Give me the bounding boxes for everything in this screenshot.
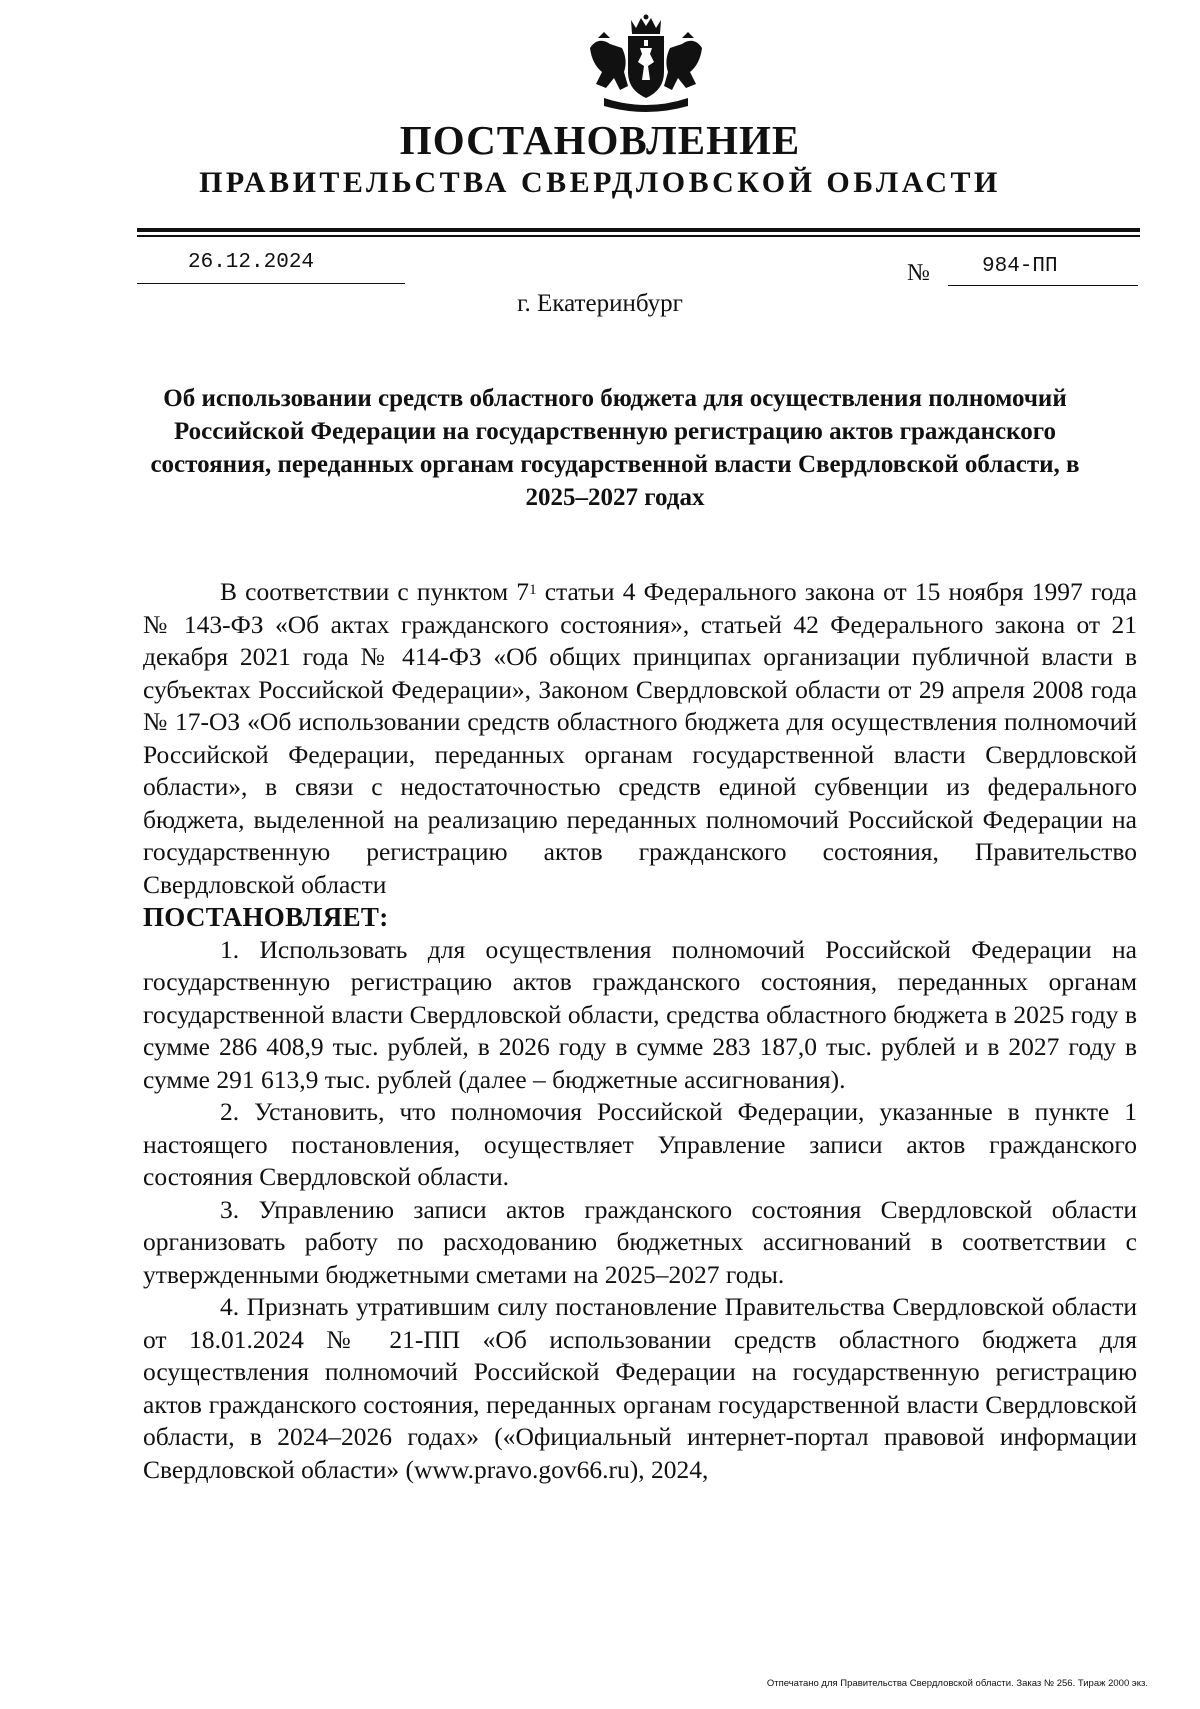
document-date: 26.12.2024: [188, 251, 315, 274]
clause-3: 3. Управлению записи актов гражданского состояния Свердловской области организовать работу по расходованию бюджетных ассигнований в соответствии с утвержденными бюджетными сметами на 2025–2027 годы.: [143, 1194, 1137, 1289]
issuing-authority: ПРАВИТЕЛЬСТВА СВЕРДЛОВСКОЙ ОБЛАСТИ: [199, 166, 1001, 199]
date-underline: [137, 283, 405, 284]
city: г. Екатеринбург: [517, 290, 683, 317]
document-heading: Об использовании средств областного бюджета для осуществления полномочий Российской Федерации на государственную регистрацию актов гражданского состояния, переданных органам государственной власти Свердловской области, в 2025–2027 годах: [150, 385, 1080, 511]
clause-4: 4. Признать утратившим силу постановление Правительства Свердловской области от 18.01.2024 № 21-ПП «Об использовании средств областного бюджета для осуществления полномочий Российской Федерации на государственную регистрацию актов гражданского состояния, переданных органам государственной власти Свердловской области, в 2024–2026 годах» («Официальный интернет-портал правовой информации Свердловской области» (www.pravo.gov66.ru), 2024,: [143, 1292, 1137, 1484]
preamble-text-start: В соответствии с пунктом 7: [220, 577, 530, 606]
header-divider-thick: [137, 228, 1140, 232]
preamble-superscript: 1: [529, 582, 537, 598]
number-underline: [948, 285, 1138, 286]
document-body: [143, 576, 1137, 1486]
number-sign: №: [907, 260, 930, 286]
header-divider-thin: [137, 235, 1140, 237]
preamble-text-end: статьи 4 Федерального закона от 15 ноября 1997 года № 143-ФЗ «Об актах гражданского состояния», статьей 42 Федерального закона от 21 декабря 2021 года № 414-ФЗ «Об общих принципах организации публичной власти в субъектах Российской Федерации», Законом Свердловской области от 29 апреля 2008 года № 17-ОЗ «Об использовании средств областного бюджета для осуществления полномочий Российской Федерации, переданных органам государственной власти Свердловской области», в связи с недостаточностью средств единой субвенции из федерального бюджета, выделенной на реализацию переданных полномочий Российской Федерации на государственную регистрацию актов гражданского состояния, Правительство Свердловской области: [143, 577, 1138, 899]
print-footer: Отпечатано для Правительства Свердловской области. Заказ № 256. Тираж 2000 экз.: [766, 1678, 1148, 1689]
document-number: 984-ПП: [982, 255, 1058, 278]
clause-1: 1. Использовать для осуществления полномочий Российской Федерации на государственную регистрацию актов гражданского состояния, переданных органам государственной власти Свердловской области, средства областного бюджета в 2025 году в сумме 286 408,9 тыс. рублей, в 2026 году в сумме 283 187,0 тыс. рублей и в 2027 году в сумме 291 613,9 тыс. рублей (далее – бюджетные ассигнования).: [143, 934, 1137, 1094]
preamble-paragraph: [143, 576, 1137, 901]
coat-of-arms-emblem: [584, 14, 708, 116]
document-title: ПОСТАНОВЛЕНИЕ: [399, 117, 801, 163]
clause-2: 2. Установить, что полномочия Российской Федерации, указанные в пункте 1 настоящего постановления, осуществляет Управление записи актов гражданского состояния Свердловской области.: [143, 1097, 1137, 1191]
resolution-keyword: ПОСТАНОВЛЯЕТ:: [143, 902, 389, 932]
